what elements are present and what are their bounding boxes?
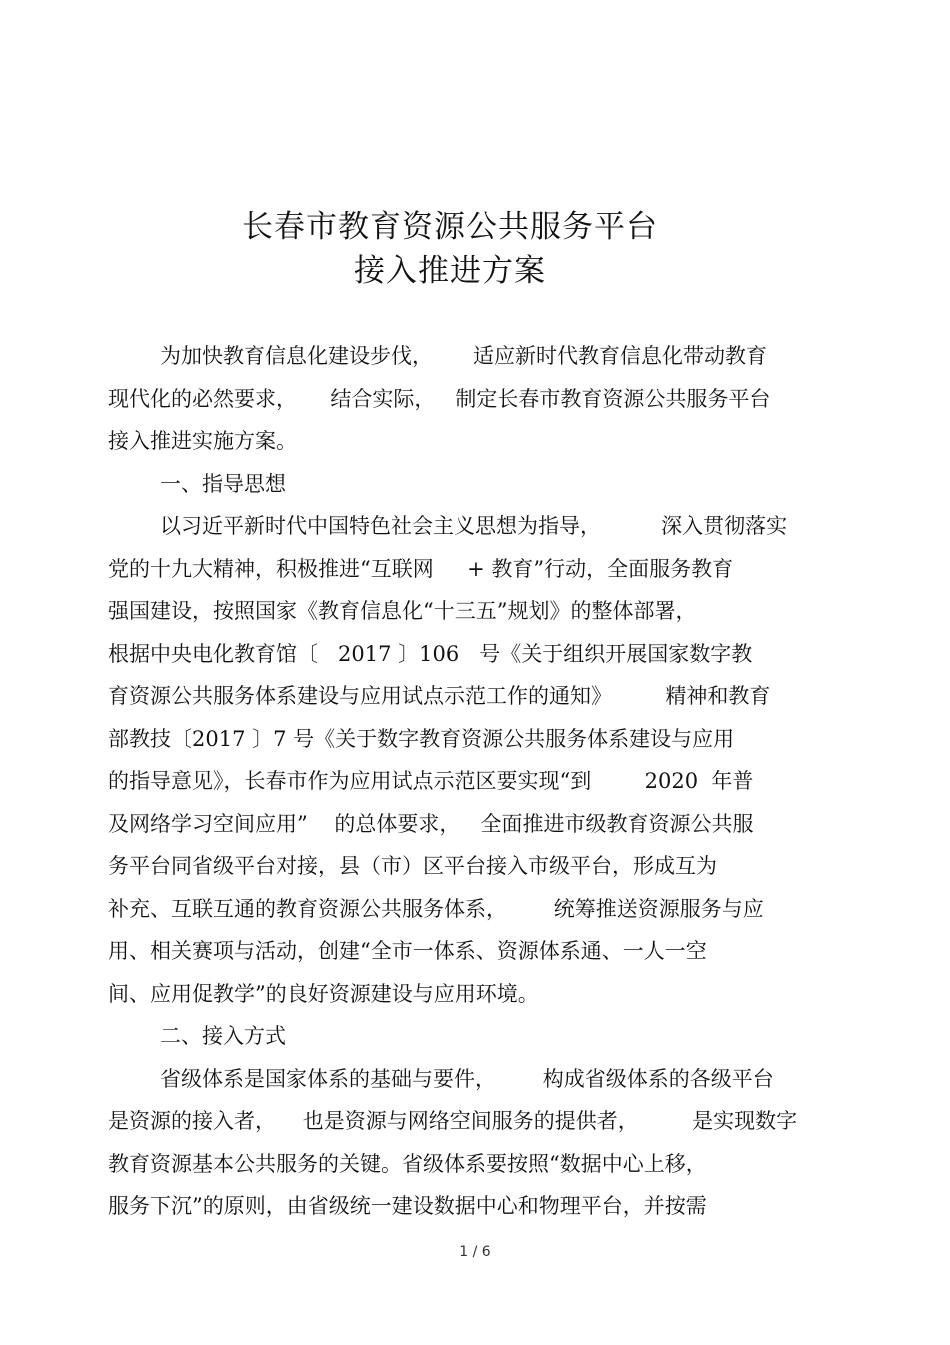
paragraph-line: 强国建设，按照国家《教育信息化“十三五”规划》的整体部署， <box>108 599 697 623</box>
page-number: 1 / 6 <box>459 1244 491 1260</box>
title-line-2: 接入推进方案 <box>354 253 546 289</box>
paragraph-line: 及网络学习空间应用” 的总体要求， 全面推进市级教育资源公共服 <box>108 811 754 836</box>
section-heading: 二、接入方式 <box>160 1024 286 1048</box>
paragraph-line: 服务下沉”的原则，由省级统一建设数据中心和物理平台，并按需 <box>108 1194 707 1218</box>
paragraph-line: 育资源公共服务体系建设与应用试点示范工作的通知》 精神和教育 <box>108 684 771 708</box>
document-title <box>0 205 900 293</box>
paragraph-line: 用、相关赛项与活动，创建“全市一体系、资源体系通、一人一空 <box>108 939 707 963</box>
paragraph-line: 补充、互联互通的教育资源公共服务体系， 统筹推送资源服务与应 <box>108 896 764 921</box>
paragraph-line: 部教技〔2017 〕7 号《关于数字教育资源公共服务体系建设与应用 <box>108 726 735 751</box>
paragraph-line: 间、应用促教学”的良好资源建设与应用环境。 <box>108 981 539 1006</box>
section-heading: 一、指导思想 <box>160 471 286 496</box>
paragraph-line: 根据中央电化教育馆〔 2017 〕106 号《关于组织开展国家数字教 <box>108 641 753 666</box>
paragraph-line: 是资源的接入者， 也是资源与网络空间服务的提供者， 是实现数字 <box>108 1109 798 1133</box>
paragraph-line: 务平台同省级平台对接，县（市）区平台接入市级平台，形成互为 <box>108 854 717 878</box>
paragraph-line: 现代化的必然要求， 结合实际， 制定长春市教育资源公共服务平台 <box>108 386 771 411</box>
paragraph-line: 教育资源基本公共服务的关键。省级体系要按照“数据中心上移， <box>108 1151 707 1176</box>
document-body <box>108 335 848 1228</box>
paragraph-line: 以习近平新时代中国特色社会主义思想为指导， 深入贯彻落实 <box>160 514 788 538</box>
paragraph-line: 的指导意见》，长春市作为应用试点示范区要实现“到 2020 年普 <box>108 769 754 793</box>
paragraph-line: 接入推进实施方案。 <box>108 429 297 453</box>
title-line-1: 长春市教育资源公共服务平台 <box>242 209 658 245</box>
paragraph-line: 省级体系是国家体系的基础与要件， 构成省级体系的各级平台 <box>160 1066 774 1091</box>
paragraph-line: 党的十九大精神，积极推进“互联网 + 教育”行动，全面服务教育 <box>108 556 734 581</box>
paragraph-line: 为加快教育信息化建设步伐， 适应新时代教育信息化带动教育 <box>160 344 768 368</box>
